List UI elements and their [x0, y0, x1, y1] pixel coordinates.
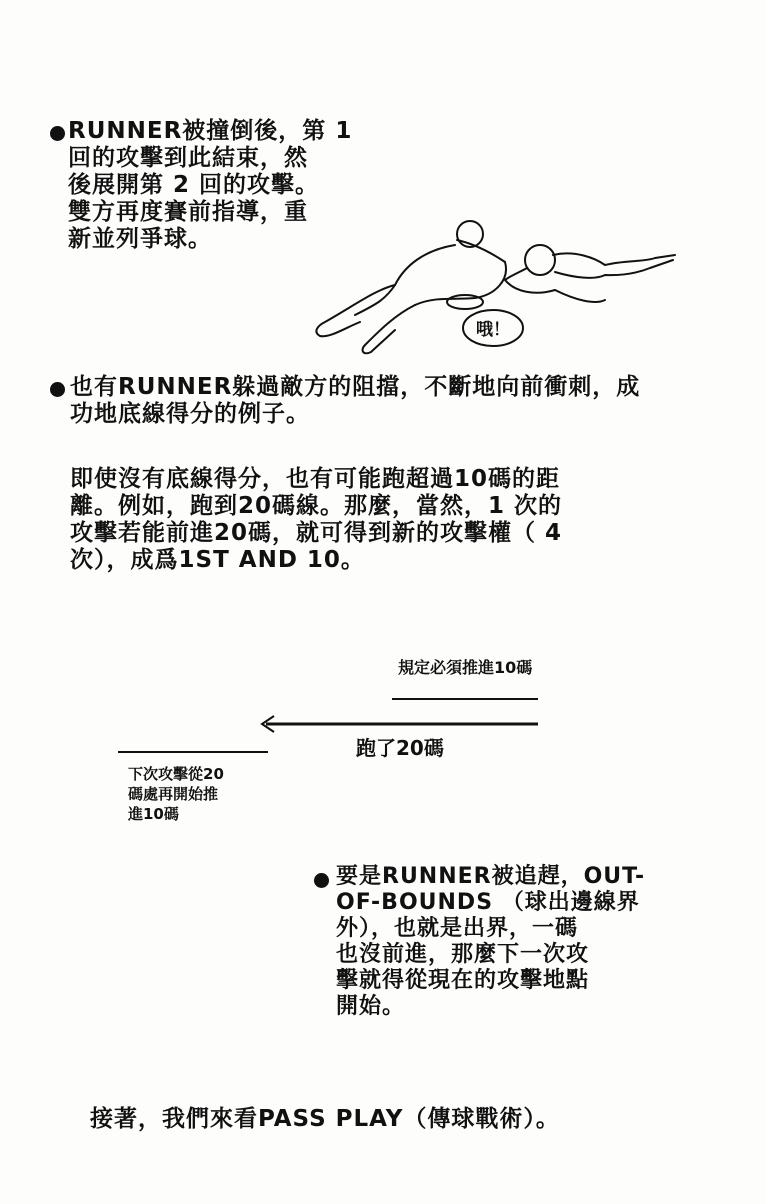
paragraph-3-line: 次），成爲1ST AND 10。	[70, 547, 365, 573]
ran-20-yards-label: 跑了20碼	[356, 736, 444, 760]
bullet-2	[50, 382, 65, 397]
paragraph-1-line: 回的攻擊到此結束，然	[68, 145, 308, 171]
paragraph-1-line: 雙方再度賽前指導，重	[68, 199, 308, 225]
bullet-1	[50, 126, 65, 141]
required-10-yards-line	[392, 698, 538, 700]
paragraph-4-line: 要是RUNNER被追趕，OUT-	[336, 864, 646, 889]
tackle-illustration	[305, 210, 685, 360]
paragraph-3-line: 離。例如，跑到20碼線。那麼，當然，1 次的	[70, 493, 563, 519]
paragraph-4-line: 擊就得從現在的攻擊地點	[336, 968, 590, 993]
paragraph-3-line: 攻擊若能前進20碼，就可得到新的攻擊權（ 4	[70, 520, 563, 546]
paragraph-1-line: 新並列爭球。	[68, 226, 212, 252]
next-down-label	[128, 764, 224, 824]
paragraph-4-line: 也沒前進，那麼下一次攻	[336, 942, 590, 967]
next-down-line	[118, 751, 268, 753]
next-down-label-line: 進10碼	[128, 805, 179, 823]
speech-bubble-text: 哦！	[476, 320, 510, 340]
paragraph-1-line: 後展開第 2 回的攻擊。	[68, 172, 320, 198]
closing-line: 接著，我們來看PASS PLAY（傳球戰術）。	[90, 1106, 560, 1132]
paragraph-4	[336, 864, 645, 1020]
required-10-yards-label: 規定必須推進10碼	[398, 658, 533, 677]
next-down-label-line: 碼處再開始推	[128, 785, 219, 803]
bullet-4	[314, 873, 329, 888]
paragraph-3	[70, 466, 562, 574]
paragraph-4-line: 外），也就是出界，一碼	[336, 916, 579, 941]
paragraph-4-line: 開始。	[336, 994, 406, 1019]
paragraph-4-line: OF-BOUNDS （球出邊線界	[336, 890, 640, 915]
next-down-label-line: 下次攻擊從20	[128, 765, 224, 783]
paragraph-2-line: 功地底線得分的例子。	[70, 401, 310, 427]
paragraph-1-line: RUNNER被撞倒後，第 1	[68, 118, 353, 144]
paragraph-2	[70, 374, 640, 428]
run-arrow	[258, 714, 542, 734]
paragraph-3-line: 即使沒有底線得分，也有可能跑超過10碼的距	[70, 466, 561, 492]
paragraph-2-line: 也有RUNNER躲過敵方的阻擋，不斷地向前衝刺，成	[70, 374, 641, 400]
